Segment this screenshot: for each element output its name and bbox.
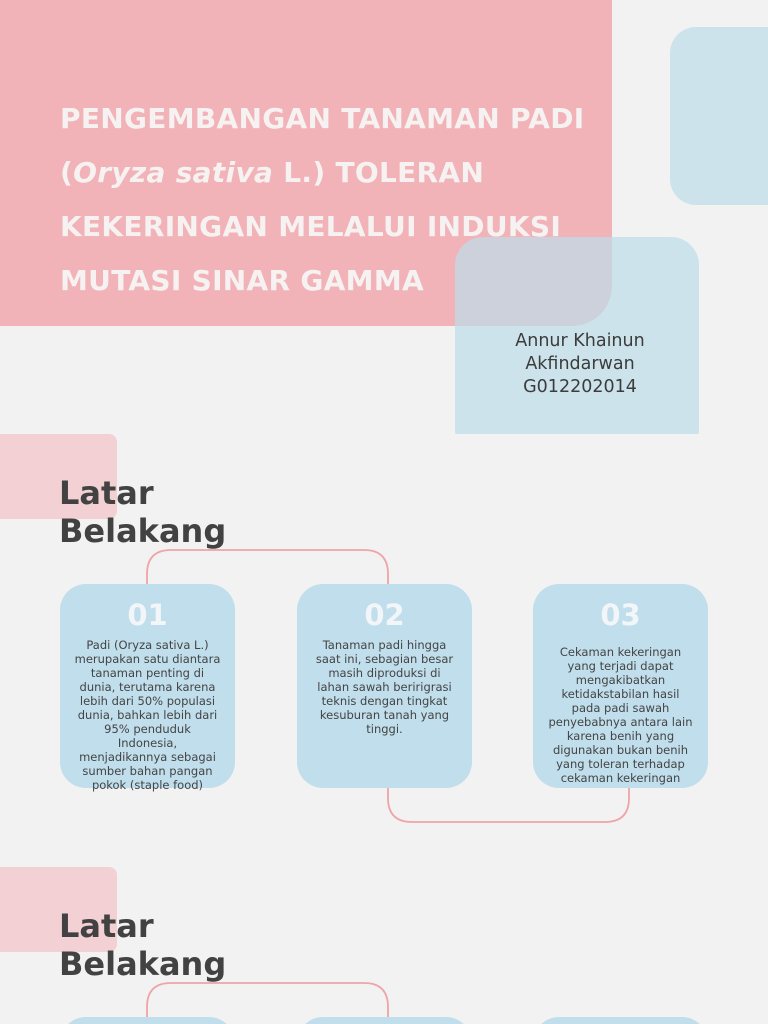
title-species-name: Oryza sativa bbox=[73, 156, 274, 189]
info-card-02 bbox=[297, 584, 472, 788]
card-text: Tanaman padi hingga saat ini, sebagian besar masih diproduksi di lahan sawah beririgrasi teknis dengan tingkat kesuburan tanah yang tinggi. bbox=[315, 638, 454, 736]
card-text: Padi (Oryza sativa L.) merupakan satu diantara tanaman penting di dunia, terutama karena lebih dari 50% populasi dunia, bahkan lebih dari 95% penduduk Indonesia, menjadikannya sebagai sumber bahan pangan pokok (staple food) bbox=[74, 638, 221, 792]
card-number: 01 bbox=[127, 598, 168, 632]
info-card-partial bbox=[60, 1017, 235, 1024]
info-card-01 bbox=[60, 584, 235, 792]
connector-bottom bbox=[388, 788, 629, 822]
author-block bbox=[455, 330, 705, 399]
connector-top bbox=[147, 550, 388, 584]
title-line-3: KEKERINGAN MELALUI INDUKSI bbox=[60, 210, 562, 243]
info-card-03 bbox=[533, 584, 708, 788]
section-heading: Latar Belakang bbox=[59, 474, 227, 550]
cover-slide bbox=[0, 0, 768, 434]
background-slide-1 bbox=[0, 434, 768, 868]
connector-top bbox=[147, 983, 388, 1017]
blue-corner-shape bbox=[670, 27, 768, 205]
author-first-name: Annur Khainun bbox=[515, 331, 645, 351]
background-slide-2 bbox=[0, 867, 768, 1024]
title-open-paren: ( bbox=[60, 156, 74, 189]
title-line-1: PENGEMBANGAN TANAMAN PADI bbox=[60, 102, 585, 135]
card-number: 03 bbox=[600, 598, 641, 632]
card-text: Cekaman kekeringan yang terjadi dapat mengakibatkan ketidakstabilan hasil pada padi sawah penyebabnya antara lain karena benih yang digunakan bukan benih yang toleran terhadap cekaman kekeringan bbox=[548, 645, 693, 785]
presentation-title bbox=[60, 92, 620, 308]
info-card-partial bbox=[533, 1017, 708, 1024]
author-last-name: Akfindarwan bbox=[525, 354, 635, 374]
card-connector-lines bbox=[0, 867, 768, 1024]
title-line-2: L.) TOLERAN bbox=[273, 156, 485, 189]
author-student-id: G012202014 bbox=[523, 377, 637, 397]
card-number: 02 bbox=[364, 598, 405, 632]
title-line-4: MUTASI SINAR GAMMA bbox=[60, 264, 424, 297]
info-card-partial bbox=[297, 1017, 472, 1024]
section-heading: Latar Belakang bbox=[59, 907, 227, 983]
